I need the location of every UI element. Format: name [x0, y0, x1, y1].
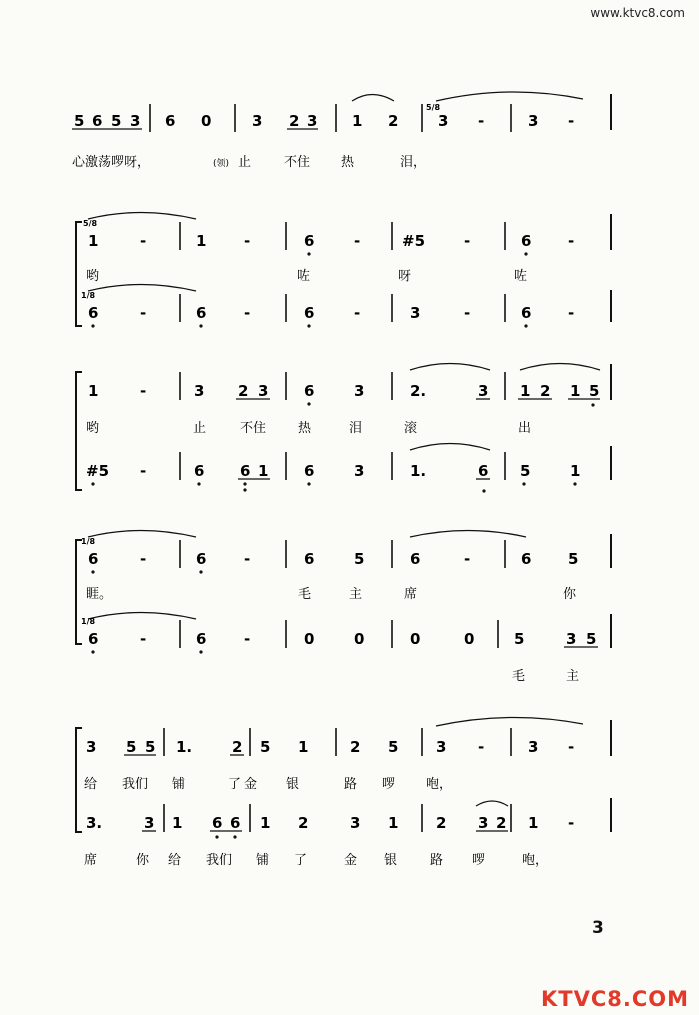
note: 6	[304, 462, 315, 480]
line-4-upper-lyrics	[86, 586, 577, 602]
note: 5	[388, 738, 399, 756]
lyric: 席	[404, 587, 418, 602]
note: 5	[74, 112, 85, 130]
note: -	[464, 232, 471, 250]
line-4	[76, 531, 611, 685]
note: 6	[521, 304, 532, 322]
note: 0	[201, 112, 212, 130]
note: 1.	[176, 738, 193, 756]
note: 2	[298, 814, 309, 832]
lyric: 铺	[172, 777, 186, 792]
note: 6	[304, 550, 315, 568]
note: 3	[528, 738, 539, 756]
slur	[88, 213, 196, 220]
note: 6	[478, 462, 489, 480]
note: -	[244, 550, 251, 568]
watermark-bottom: KTVC8.COM	[540, 987, 689, 1011]
note: 2	[232, 738, 243, 756]
lyric: 我们	[122, 777, 149, 792]
note: 1	[298, 738, 309, 756]
lyric: 呀	[398, 269, 412, 284]
note: 1.	[410, 462, 427, 480]
lyric: 睚。	[86, 587, 113, 602]
note: 1	[258, 462, 269, 480]
lyric: 咆，	[426, 777, 453, 792]
note: -	[244, 630, 251, 648]
note: 2	[238, 382, 249, 400]
lyric: 热	[298, 421, 312, 436]
note: 3	[478, 382, 489, 400]
lyric: 你	[563, 587, 577, 602]
note: 1	[88, 232, 99, 250]
lyric: 止	[238, 155, 252, 170]
note: 6	[304, 304, 315, 322]
lyric: 我们	[206, 853, 233, 868]
note: 1	[260, 814, 271, 832]
lyric: 银	[384, 853, 398, 868]
line-2-lower	[81, 291, 574, 322]
meter-mark: 1/8	[81, 617, 96, 626]
lyric: 出	[518, 421, 532, 436]
note: -	[568, 738, 575, 756]
note: 5	[354, 550, 365, 568]
note: 6	[521, 550, 532, 568]
line-5-lower-marks	[142, 801, 508, 831]
note: 0	[464, 630, 475, 648]
lyric: 铺	[256, 853, 270, 868]
lyric: 金	[344, 853, 358, 868]
note: 3	[258, 382, 269, 400]
note: 1	[570, 382, 581, 400]
line-5-lower-lyrics	[84, 852, 548, 868]
lyric: 啰	[472, 853, 486, 868]
note: 1	[352, 112, 363, 130]
line-1	[72, 92, 611, 170]
lyric: 主	[566, 669, 580, 684]
meter-mark: 5/8	[83, 219, 98, 228]
note: -	[140, 382, 147, 400]
note: 3	[130, 112, 141, 130]
note: 3	[252, 112, 263, 130]
note: 0	[410, 630, 421, 648]
note: 3	[350, 814, 361, 832]
note: 0	[354, 630, 365, 648]
note: 6	[196, 630, 207, 648]
note: 2	[496, 814, 507, 832]
lyric: 给	[168, 853, 182, 868]
lyric: 你	[136, 853, 150, 868]
lyric: 不住	[240, 421, 267, 436]
line-2-upper	[83, 219, 574, 250]
line-2	[76, 213, 611, 328]
note: 2	[289, 112, 300, 130]
note: 0	[304, 630, 315, 648]
slur	[88, 285, 196, 292]
note: -	[244, 232, 251, 250]
line-4-lower-lyrics	[512, 669, 579, 684]
note: -	[568, 814, 575, 832]
lyric: 路	[344, 777, 358, 792]
meter-mark: 1/8	[81, 537, 96, 546]
lyric: 热	[341, 155, 355, 170]
lyric: (领)	[213, 159, 230, 169]
note: 3	[354, 462, 365, 480]
note: 1	[528, 814, 539, 832]
lyric: 路	[430, 853, 444, 868]
note: 3	[354, 382, 365, 400]
note: 6	[196, 550, 207, 568]
note: 5	[145, 738, 156, 756]
lyric: 咗	[297, 269, 311, 284]
line-5	[76, 717, 611, 868]
note: 6	[410, 550, 421, 568]
lyric: 银	[286, 777, 300, 792]
lyric: 滚	[404, 421, 418, 436]
note: -	[478, 112, 485, 130]
lyric: 了	[294, 853, 308, 868]
note: 6	[230, 814, 241, 832]
lyric: 哟	[86, 421, 100, 436]
note: 5	[586, 630, 597, 648]
line-1-melody	[74, 103, 574, 130]
lyric: 不住	[284, 155, 311, 170]
lyric: 主	[349, 587, 363, 602]
line-1-lyrics	[72, 154, 426, 170]
line-3	[76, 364, 611, 493]
note: -	[568, 112, 575, 130]
note: 6	[196, 304, 207, 322]
lyric: 咗	[514, 269, 528, 284]
lyric: 毛	[298, 587, 312, 602]
note: 5	[126, 738, 137, 756]
note: 6	[304, 232, 315, 250]
note: -	[140, 304, 147, 322]
lyric: 泪	[349, 421, 363, 436]
note: 2.	[410, 382, 427, 400]
note: 1	[388, 814, 399, 832]
lyric: 啰	[382, 777, 396, 792]
meter-mark: 5/8	[426, 103, 441, 112]
lyric: 了	[228, 777, 242, 792]
note: -	[568, 304, 575, 322]
note: -	[140, 462, 147, 480]
line-3-lower	[86, 462, 580, 480]
lyric: 哟	[86, 269, 100, 284]
note: -	[568, 232, 575, 250]
note: 6	[212, 814, 223, 832]
note: -	[354, 304, 361, 322]
note: -	[140, 232, 147, 250]
system-bracket	[76, 222, 82, 326]
meter-mark: 1/8	[81, 291, 96, 300]
note: 5	[111, 112, 122, 130]
note: -	[354, 232, 361, 250]
note: 5	[589, 382, 600, 400]
note: 2	[436, 814, 447, 832]
lyric: 止	[193, 421, 207, 436]
note: 3	[528, 112, 539, 130]
note: 6	[88, 304, 99, 322]
note: 2	[388, 112, 399, 130]
note: -	[244, 304, 251, 322]
line-5-upper	[86, 738, 574, 756]
note: 5	[520, 462, 531, 480]
note: #5	[86, 462, 110, 480]
note: -	[464, 304, 471, 322]
note: 3	[438, 112, 449, 130]
line-1-barlines	[150, 94, 611, 132]
note: 3.	[86, 814, 103, 832]
note: 1	[172, 814, 183, 832]
note: 6	[88, 630, 99, 648]
line-3-lyrics	[86, 420, 531, 436]
note: 1	[196, 232, 207, 250]
line-2-lyrics	[86, 269, 527, 284]
lyric: 咆，	[522, 853, 549, 868]
lyric: 泪，	[400, 155, 427, 170]
note: -	[140, 630, 147, 648]
note: -	[464, 550, 471, 568]
line-4-upper	[81, 537, 578, 568]
lyric: 席	[84, 853, 98, 868]
line-5-dots	[215, 835, 236, 838]
system-bracket	[76, 540, 82, 644]
note: 2	[540, 382, 551, 400]
note: #5	[402, 232, 426, 250]
note: 3	[144, 814, 155, 832]
note: 3	[566, 630, 577, 648]
page-number: 3	[592, 918, 604, 938]
note: -	[478, 738, 485, 756]
system-bracket	[76, 372, 82, 490]
note: 3	[478, 814, 489, 832]
note: 1	[88, 382, 99, 400]
note: 1	[570, 462, 581, 480]
note: 1	[520, 382, 531, 400]
line-5-lower	[86, 814, 574, 832]
note: 3	[86, 738, 97, 756]
note: -	[140, 550, 147, 568]
line-4-lower	[81, 617, 596, 648]
note: 5	[260, 738, 271, 756]
note: 5	[568, 550, 579, 568]
line-4-slurs	[88, 531, 526, 620]
note: 6	[194, 462, 205, 480]
line-1-slurs	[352, 92, 583, 101]
system-bracket	[76, 728, 82, 832]
note: 3	[410, 304, 421, 322]
note: 6	[88, 550, 99, 568]
note: 5	[514, 630, 525, 648]
note: 6	[304, 382, 315, 400]
note: 6	[240, 462, 251, 480]
note: 6	[165, 112, 176, 130]
note: 3	[307, 112, 318, 130]
line-3-upper	[88, 382, 599, 400]
note: 3	[194, 382, 205, 400]
lyric: 给	[84, 777, 98, 792]
watermark-top: www.ktvc8.com	[590, 6, 685, 20]
note: 6	[521, 232, 532, 250]
note: 6	[92, 112, 103, 130]
line-5-upper-lyrics	[84, 776, 452, 792]
lyric: 心激荡啰呀，	[72, 155, 151, 170]
lyric: 毛	[512, 669, 526, 684]
note: 2	[350, 738, 361, 756]
note: 3	[436, 738, 447, 756]
lyric: 金	[244, 777, 258, 792]
